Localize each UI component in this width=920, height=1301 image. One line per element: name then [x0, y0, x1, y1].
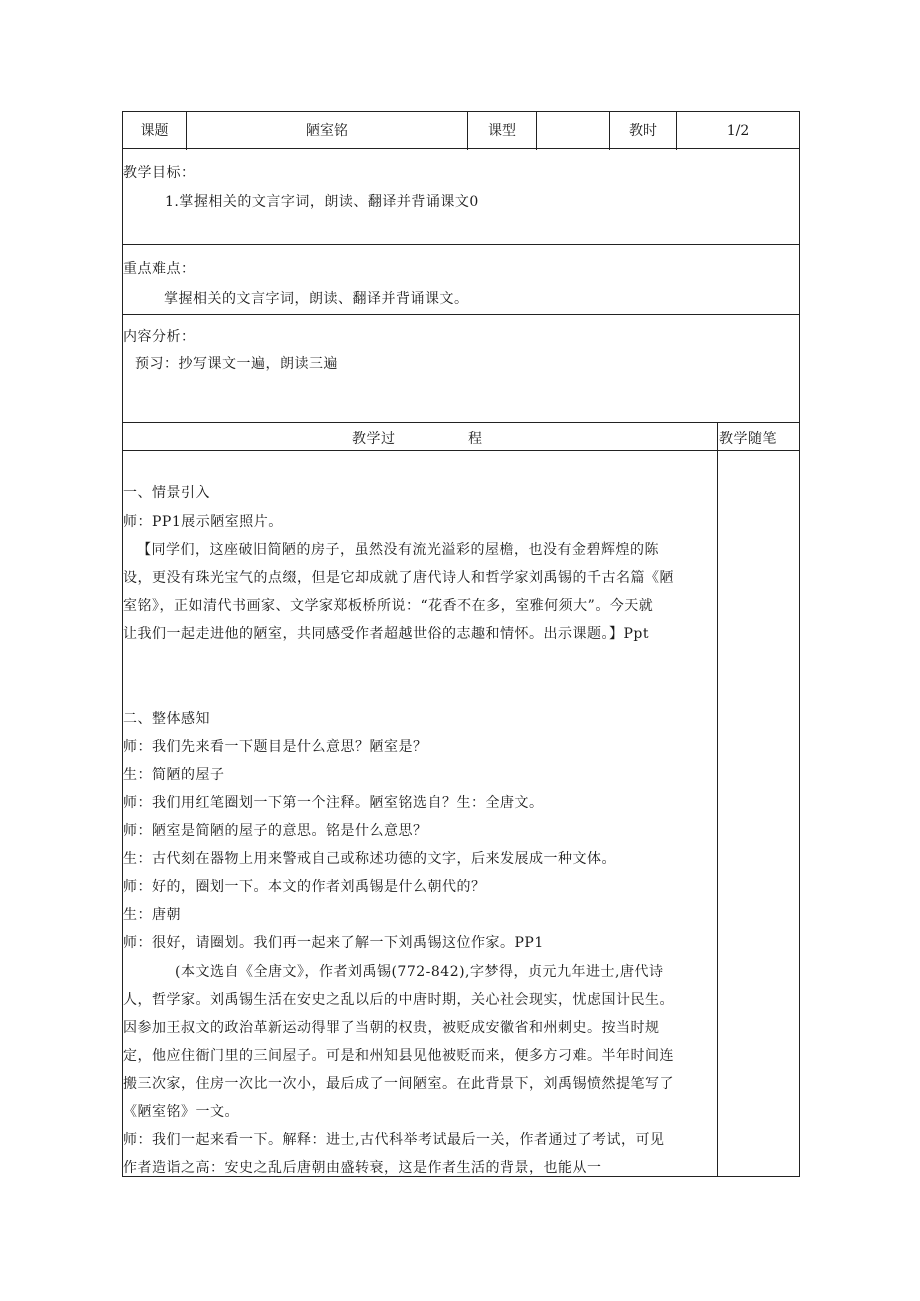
process-line: 因参加王叔文的政治革新运动得罪了当朝的权贵，被贬成安徽省和州刺史。按当时规 — [123, 1020, 660, 1036]
process-line: 师：我们先来看一下题目是什么意思？陋室是？ — [123, 739, 428, 755]
analysis-section — [122, 315, 800, 423]
process-line: 师：好的，圈划一下。本文的作者刘禹锡是什么朝代的？ — [123, 879, 486, 895]
notes-column-divider — [717, 451, 718, 1176]
process-line: 生：唐朝 — [123, 907, 181, 923]
process-title-left: 教学过 — [352, 431, 396, 447]
process-title-right: 程 — [468, 431, 483, 447]
process-body — [122, 451, 800, 1177]
goals-label: 教学目标： — [123, 165, 196, 181]
process-line: 师：我们一起来看一下。解释：进士,古代科举考试最后一关，作者通过了考试，可见 — [123, 1132, 665, 1148]
analysis-text: 预习：抄写课文一遍，朗读三遍 — [135, 356, 338, 372]
process-line: 人，哲学家。刘禹锡生活在安史之乱以后的中唐时期，关心社会现实，忧虑国计民生。 — [123, 992, 674, 1008]
process-line: 作者造诣之高：安史之乱后唐朝由盛转衰，这是作者生活的背景，也能从一 — [123, 1160, 602, 1176]
process-line: 师：我们用红笔圈划一下第一个注释。陋室铭选自？生：全唐文。 — [123, 795, 544, 811]
process-line: 【同学们，这座破旧简陋的房子，虽然没有流光溢彩的屋檐，也没有金碧辉煌的陈 — [137, 542, 659, 558]
process-line: 师：陋室是简陋的屋子的意思。铭是什么意思？ — [123, 823, 428, 839]
process-line: (本文选自《全唐文》，作者刘禹锡(772-842),字梦得，贞元九年进士,唐代诗 — [175, 964, 664, 980]
process-line: 搬三次家，住房一次比一次小，最后成了一间陋室。在此背景下，刘禹锡愤然提笔写了 — [123, 1076, 674, 1092]
topic-label: 课题 — [123, 112, 187, 150]
goals-section — [122, 149, 800, 245]
process-line: 室铭》，正如清代书画家、文学家郑板桥所说：“花香不在多，室雅何须大”。今天就 — [123, 598, 654, 614]
key-points-section — [122, 245, 800, 315]
type-value — [537, 112, 610, 150]
hours-value: 1/2 — [726, 123, 750, 139]
process-line: 《陋室铭》一文。 — [123, 1104, 239, 1120]
column-divider — [717, 423, 718, 451]
topic-value: 陋室铭 — [187, 112, 468, 150]
analysis-label: 内容分析： — [123, 329, 196, 345]
header-row — [122, 111, 800, 149]
process-line: 师：PP1展示陋室照片。 — [123, 514, 283, 530]
type-label: 课型 — [468, 112, 537, 150]
hours-label: 教时 — [610, 112, 677, 150]
process-line: 让我们一起走进他的陋室，共同感受作者超越世俗的志趣和情怀。出示课题。】Ppt — [123, 626, 650, 642]
process-line: 一、情景引入 — [123, 485, 210, 501]
process-line: 设，更没有珠光宝气的点缀，但是它却成就了唐代诗人和哲学家刘禹锡的千古名篇《陋 — [123, 570, 674, 586]
goals-item: 1.掌握相关的文言字词，朗读、翻译并背诵课文0 — [165, 194, 479, 210]
key-points-label: 重点难点： — [123, 261, 196, 277]
notes-label: 教学随笔 — [719, 431, 777, 447]
key-points-text: 掌握相关的文言字词，朗读、翻译并背诵课文。 — [164, 291, 469, 307]
process-line: 二、整体感知 — [123, 711, 210, 727]
process-header — [122, 423, 800, 451]
process-line: 师：很好，请圈划。我们再一起来了解一下刘禹锡这位作家。PP1 — [123, 935, 544, 951]
process-line: 定，他应住衙门里的三间屋子。可是和州知县见他被贬而来，便多方刁难。半年时间连 — [123, 1048, 674, 1064]
process-line: 生：古代刻在器物上用来警戒自己或称述功德的文字，后来发展成一种文体。 — [123, 851, 616, 867]
process-line: 生：简陋的屋子 — [123, 767, 225, 783]
